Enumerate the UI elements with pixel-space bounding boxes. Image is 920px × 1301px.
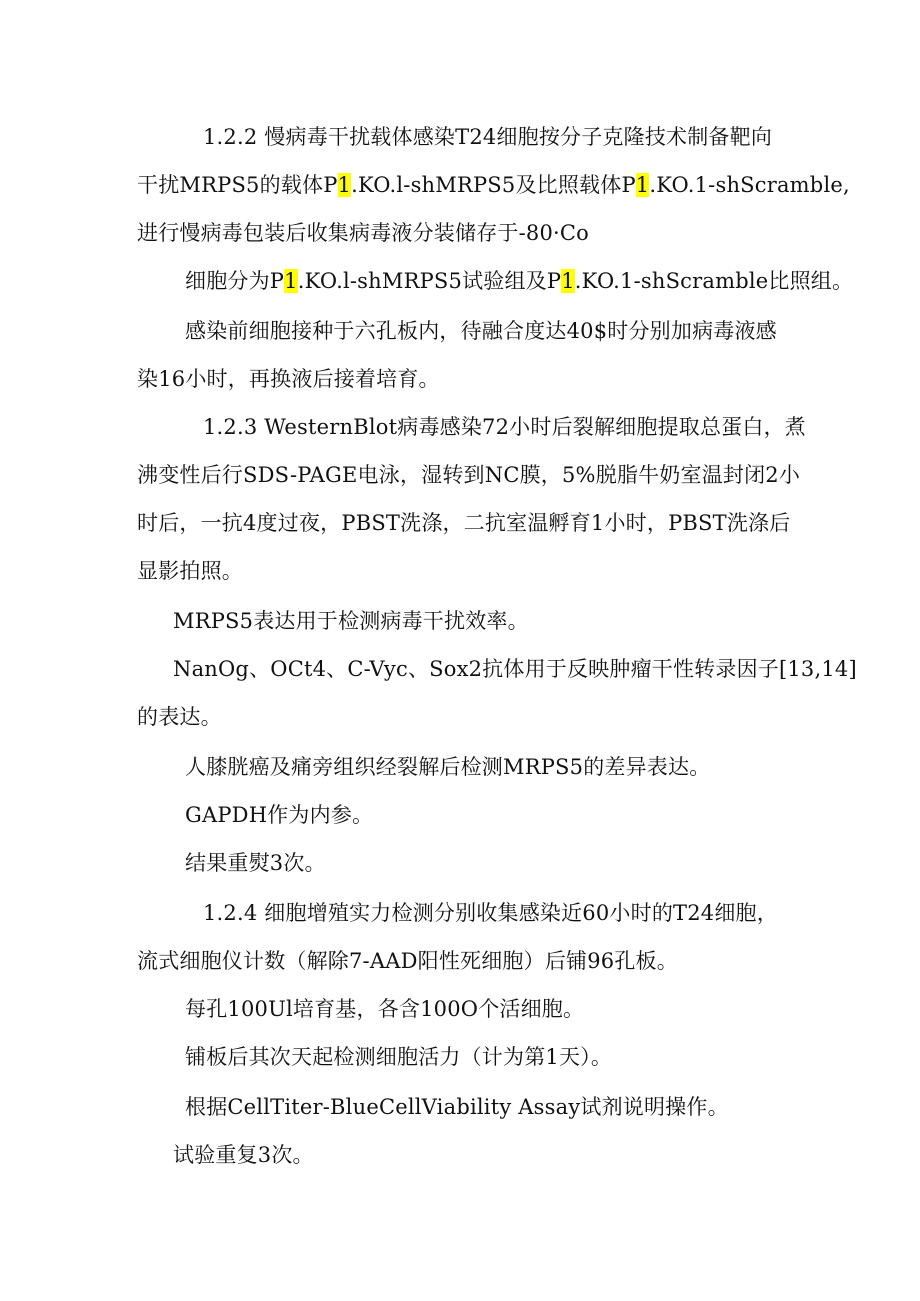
section-1-2-3-line-2: 沸变性后行SDS-PAGE电泳，湿转到NC膜，5%脱脂牛奶室温封闭2小 [137, 463, 801, 487]
text-segment: 细胞分为P [185, 269, 285, 293]
paragraph-detection-day: 铺板后其次天起检测细胞活力（计为第1天）。 [185, 1045, 613, 1069]
section-1-2-2-line-3: 进行慢病毒包装后收集病毒液分装储存于-80·Co [137, 221, 590, 245]
section-1-2-2-line-2 [137, 170, 850, 200]
paragraph-antibodies-line-1: NanOg、OCt4、C-Vyc、Sox2抗体用于反映肿瘤干性转录因子[13,14] [173, 657, 857, 681]
text-segment: .KO.l-shMRPS5及比照载体P [351, 173, 636, 197]
highlighted-text: 1 [337, 173, 352, 197]
paragraph-repeat-1: 结果重熨3次。 [185, 851, 326, 875]
paragraph-mrps5-expression: MRPS5表达用于检测病毒干扰效率。 [173, 609, 529, 633]
paragraph-cell-groups [185, 266, 853, 296]
highlighted-text: 1 [635, 173, 650, 197]
highlighted-text: 1 [561, 269, 575, 293]
highlighted-text: 1 [284, 269, 298, 293]
paragraph-tissue-analysis: 人膝胱癌及痛旁组织经裂解后检测MRPS5的差异表达。 [185, 755, 711, 779]
paragraph-repeat-2: 试验重复3次。 [173, 1143, 314, 1167]
section-1-2-4-line-1: 1.2.4 细胞增殖实力检测分别收集感染近60小时的T24细胞， [203, 901, 778, 925]
paragraph-per-well: 每孔100Ul培育基，各含100O个活细胞。 [185, 997, 585, 1021]
paragraph-kit-instructions: 根据CellTiter-BlueCellViability Assay试剂说明操作。 [185, 1095, 729, 1119]
section-1-2-2-line-1: 1.2.2 慢病毒干扰载体感染T24细胞按分子克隆技术制备靶向 [203, 125, 773, 149]
section-1-2-4-line-2: 流式细胞仪计数（解除7-AAD阳性死细胞）后铺96孔板。 [137, 949, 678, 973]
text-segment: .KO.1-shScramble比照组。 [574, 269, 854, 293]
paragraph-infection-line-1: 感染前细胞接种于六孔板内，待融合度达40$时分别加病毒液感 [185, 319, 777, 343]
text-segment: 干扰MRPS5的载体P [137, 173, 338, 197]
section-1-2-3-line-4: 显影拍照。 [137, 559, 243, 583]
paragraph-antibodies-line-2: 的表达。 [137, 705, 222, 729]
paragraph-infection-line-2: 染16小时，再换液后接着培育。 [137, 367, 440, 391]
paragraph-gapdh: GAPDH作为内参。 [185, 803, 374, 827]
section-1-2-3-line-3: 时后，一抗4度过夜，PBST洗涤，二抗室温孵育1小时，PBST洗涤后 [137, 511, 791, 535]
text-segment: .KO.l-shMRPS5试验组及P [297, 269, 562, 293]
text-segment: .KO.1-shScramble, [649, 173, 850, 197]
section-1-2-3-line-1: 1.2.3 WesternBlot病毒感染72小时后裂解细胞提取总蛋白，煮 [203, 415, 806, 439]
